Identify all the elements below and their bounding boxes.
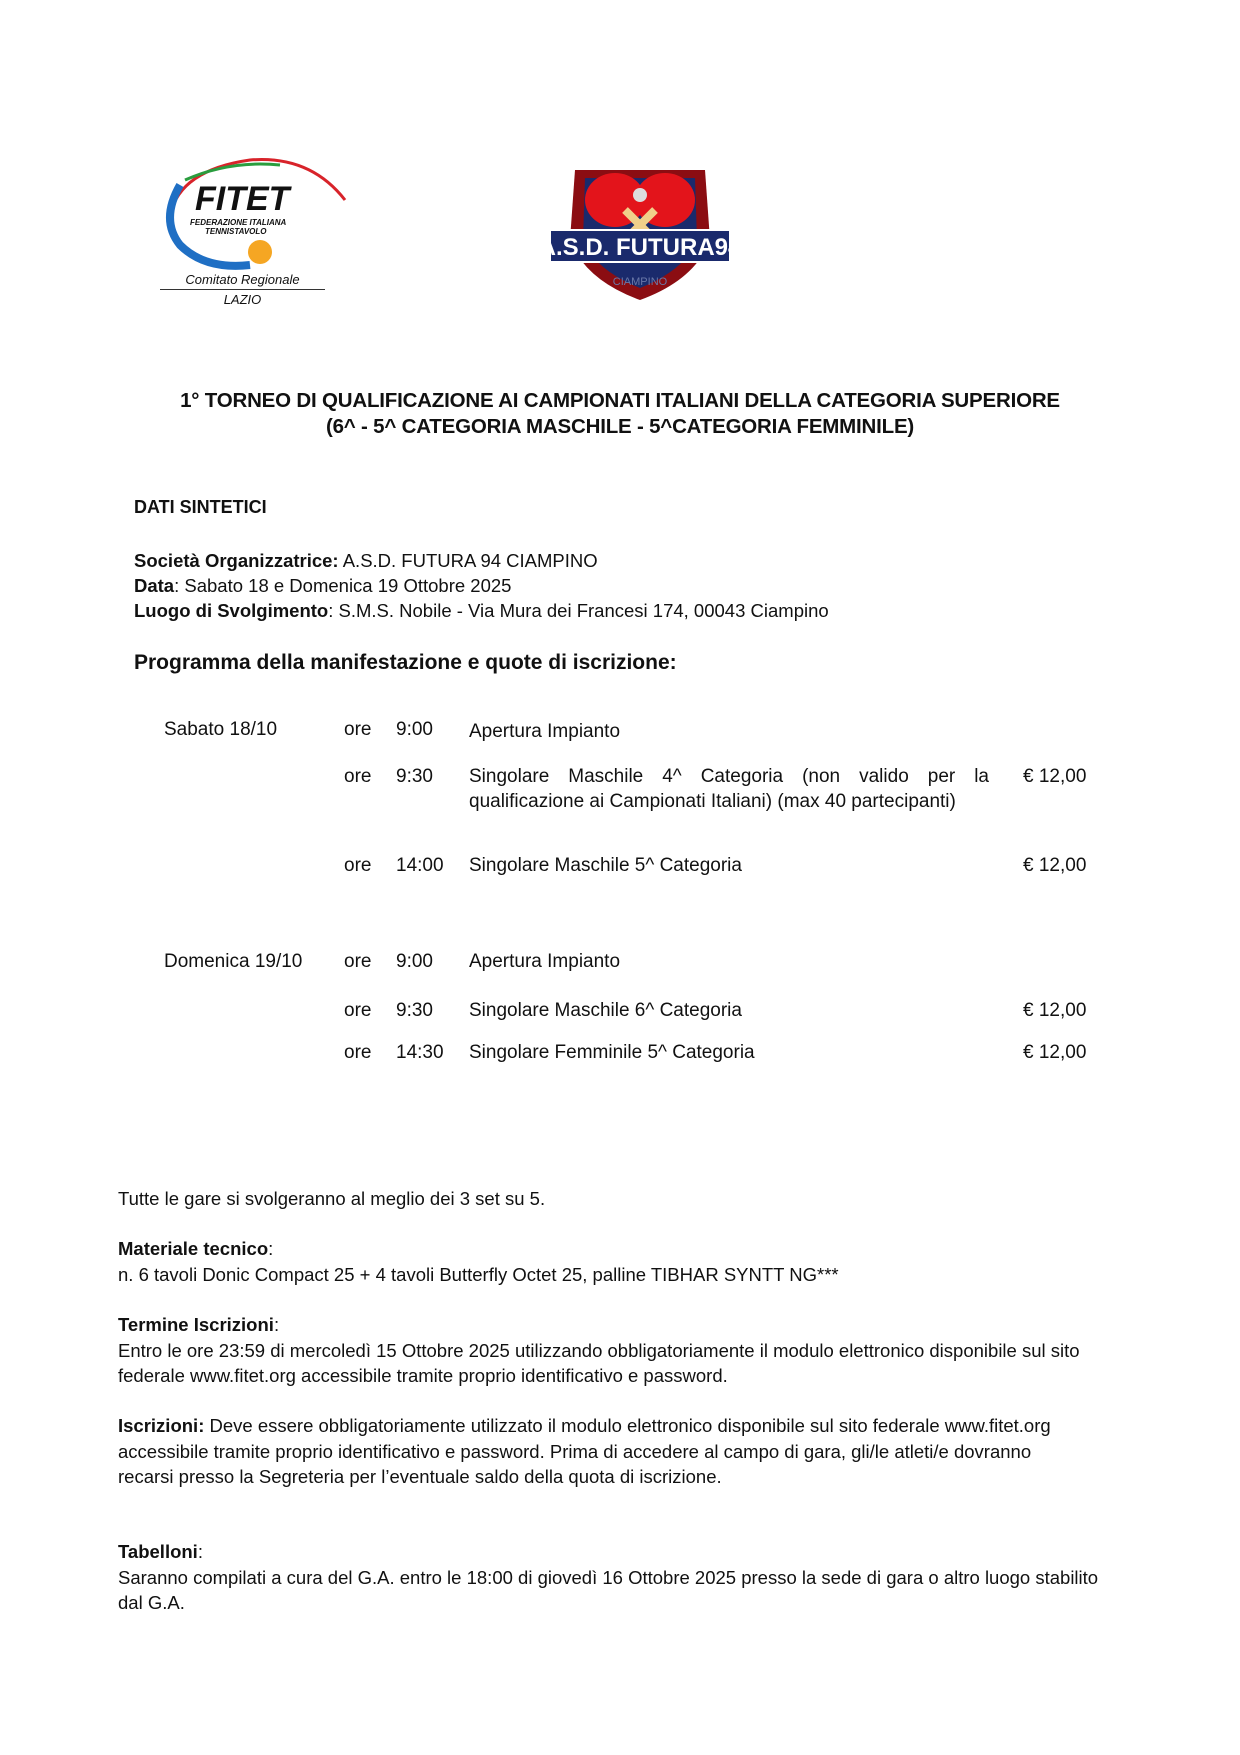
event-ore: ore bbox=[344, 855, 372, 876]
event-price: € 12,00 bbox=[1023, 855, 1087, 876]
organizer-label: Società Organizzatrice: bbox=[134, 550, 339, 571]
organizer-line bbox=[134, 550, 598, 572]
event-ore: ore bbox=[344, 951, 372, 972]
event-time: 9:00 bbox=[396, 951, 433, 972]
document-title-line1: 1° TORNEO DI QUALIFICAZIONE AI CAMPIONATI ITALIANI DELLA CATEGORIA SUPERIORE bbox=[180, 389, 1060, 412]
draws-label: Tabelloni bbox=[118, 1541, 198, 1562]
material-label: Materiale tecnico bbox=[118, 1238, 269, 1259]
fitet-region: LAZIO bbox=[223, 292, 262, 307]
futura-logo bbox=[545, 160, 735, 305]
registration-section bbox=[118, 1413, 1068, 1490]
deadline-label: Termine Iscrizioni bbox=[118, 1314, 274, 1335]
svg-text:TENNISTAVOLO: TENNISTAVOLO bbox=[205, 227, 267, 236]
venue-value: : S.M.S. Nobile - Via Mura dei Francesi 174, 00043 Ciampino bbox=[328, 600, 829, 621]
venue-label: Luogo di Svolgimento bbox=[134, 600, 329, 621]
date-value: : Sabato 18 e Domenica 19 Ottobre 2025 bbox=[174, 575, 512, 596]
svg-text:A.S.D. FUTURA94: A.S.D. FUTURA94 bbox=[545, 234, 735, 261]
document-title-line2: (6^ - 5^ CATEGORIA MASCHILE - 5^CATEGORIA FEMMINILE) bbox=[325, 415, 915, 438]
event-desc: Apertura Impianto bbox=[469, 721, 621, 742]
event-time: 14:00 bbox=[396, 855, 444, 876]
registration-value: Deve essere obbligatoriamente utilizzato il modulo elettronico disponibile sul sito federale www.fitet.org accessibile tramite proprio identificativo e password. Prima di accedere al campo di gara, gli/le atleti/e dovranno recarsi presso la Segreteria per l’eventuale saldo della quota di iscrizione. bbox=[118, 1415, 1051, 1487]
format-text: Tutte le gare si svolgeranno al meglio dei 3 set su 5. bbox=[118, 1188, 546, 1209]
event-price: € 12,00 bbox=[1023, 766, 1087, 787]
date-line bbox=[134, 575, 511, 597]
deadline-value: Entro le ore 23:59 di mercoledì 15 Ottobre 2025 utilizzando obbligatoriamente il modulo elettronico disponibile sul sito federale www.fitet.org accessibile tramite proprio identificativo e password. bbox=[118, 1339, 1080, 1386]
event-desc: Singolare Maschile 5^ Categoria bbox=[469, 855, 742, 876]
event-ore: ore bbox=[344, 719, 372, 740]
event-ore: ore bbox=[344, 1042, 372, 1063]
event-ore: ore bbox=[344, 1000, 372, 1021]
event-ore: ore bbox=[344, 766, 372, 787]
svg-text:FITET: FITET bbox=[195, 180, 290, 218]
venue-line bbox=[134, 600, 829, 622]
material-section: Materiale tecnico: n. 6 tavoli Donic Compact 25 + 4 tavoli Butterfly Octet 25, palline TIBHAR SYNTT NG*** bbox=[118, 1238, 839, 1285]
event-time: 14:30 bbox=[396, 1042, 444, 1063]
event-time: 9:00 bbox=[396, 719, 433, 740]
registration-label: Iscrizioni: bbox=[118, 1415, 205, 1436]
fitet-committee: Comitato Regionale bbox=[160, 272, 325, 290]
draws-value: Saranno compilati a cura del G.A. entro le 18:00 di giovedì 16 Ottobre 2025 presso la sede di gara o altro luogo stabilito dal G.A. bbox=[118, 1566, 1099, 1613]
deadline-section: Termine Iscrizioni: Entro le ore 23:59 di mercoledì 15 Ottobre 2025 utilizzando obbligatoriamente il modulo elettronico disponibile sul sito federale www.fitet.org accessibile tramite proprio identificativo e password. bbox=[118, 1314, 1080, 1386]
event-price: € 12,00 bbox=[1023, 1000, 1087, 1021]
date-label: Data bbox=[134, 575, 175, 596]
summary-heading: DATI SINTETICI bbox=[134, 497, 267, 517]
material-value: n. 6 tavoli Donic Compact 25 + 4 tavoli Butterfly Octet 25, palline TIBHAR SYNTT NG*** bbox=[118, 1263, 839, 1285]
event-desc: Singolare Femminile 5^ Categoria bbox=[469, 1042, 755, 1063]
event-desc: Apertura Impianto bbox=[469, 951, 621, 972]
organizer-value: A.S.D. FUTURA 94 CIAMPINO bbox=[338, 550, 598, 571]
program-day: Sabato 18/10 bbox=[164, 719, 278, 740]
event-time: 9:30 bbox=[396, 766, 433, 787]
event-desc: Singolare Maschile 6^ Categoria bbox=[469, 1000, 742, 1021]
event-desc: Singolare Maschile 4^ Categoria (non valido per la qualificazione ai Campionati Italiani) (max 40 partecipanti) bbox=[469, 766, 989, 812]
svg-text:CIAMPINO: CIAMPINO bbox=[612, 276, 668, 288]
event-price: € 12,00 bbox=[1023, 1042, 1087, 1063]
fitet-logo bbox=[160, 140, 350, 310]
program-heading: Programma della manifestazione e quote di iscrizione: bbox=[134, 651, 677, 674]
event-time: 9:30 bbox=[396, 1000, 433, 1021]
svg-text:FEDERAZIONE ITALIANA: FEDERAZIONE ITALIANA bbox=[190, 218, 287, 227]
draws-section: Tabelloni: Saranno compilati a cura del G.A. entro le 18:00 di giovedì 16 Ottobre 2025 presso la sede di gara o altro luogo stabilito dal G.A. bbox=[118, 1541, 1099, 1613]
program-day: Domenica 19/10 bbox=[164, 951, 303, 972]
